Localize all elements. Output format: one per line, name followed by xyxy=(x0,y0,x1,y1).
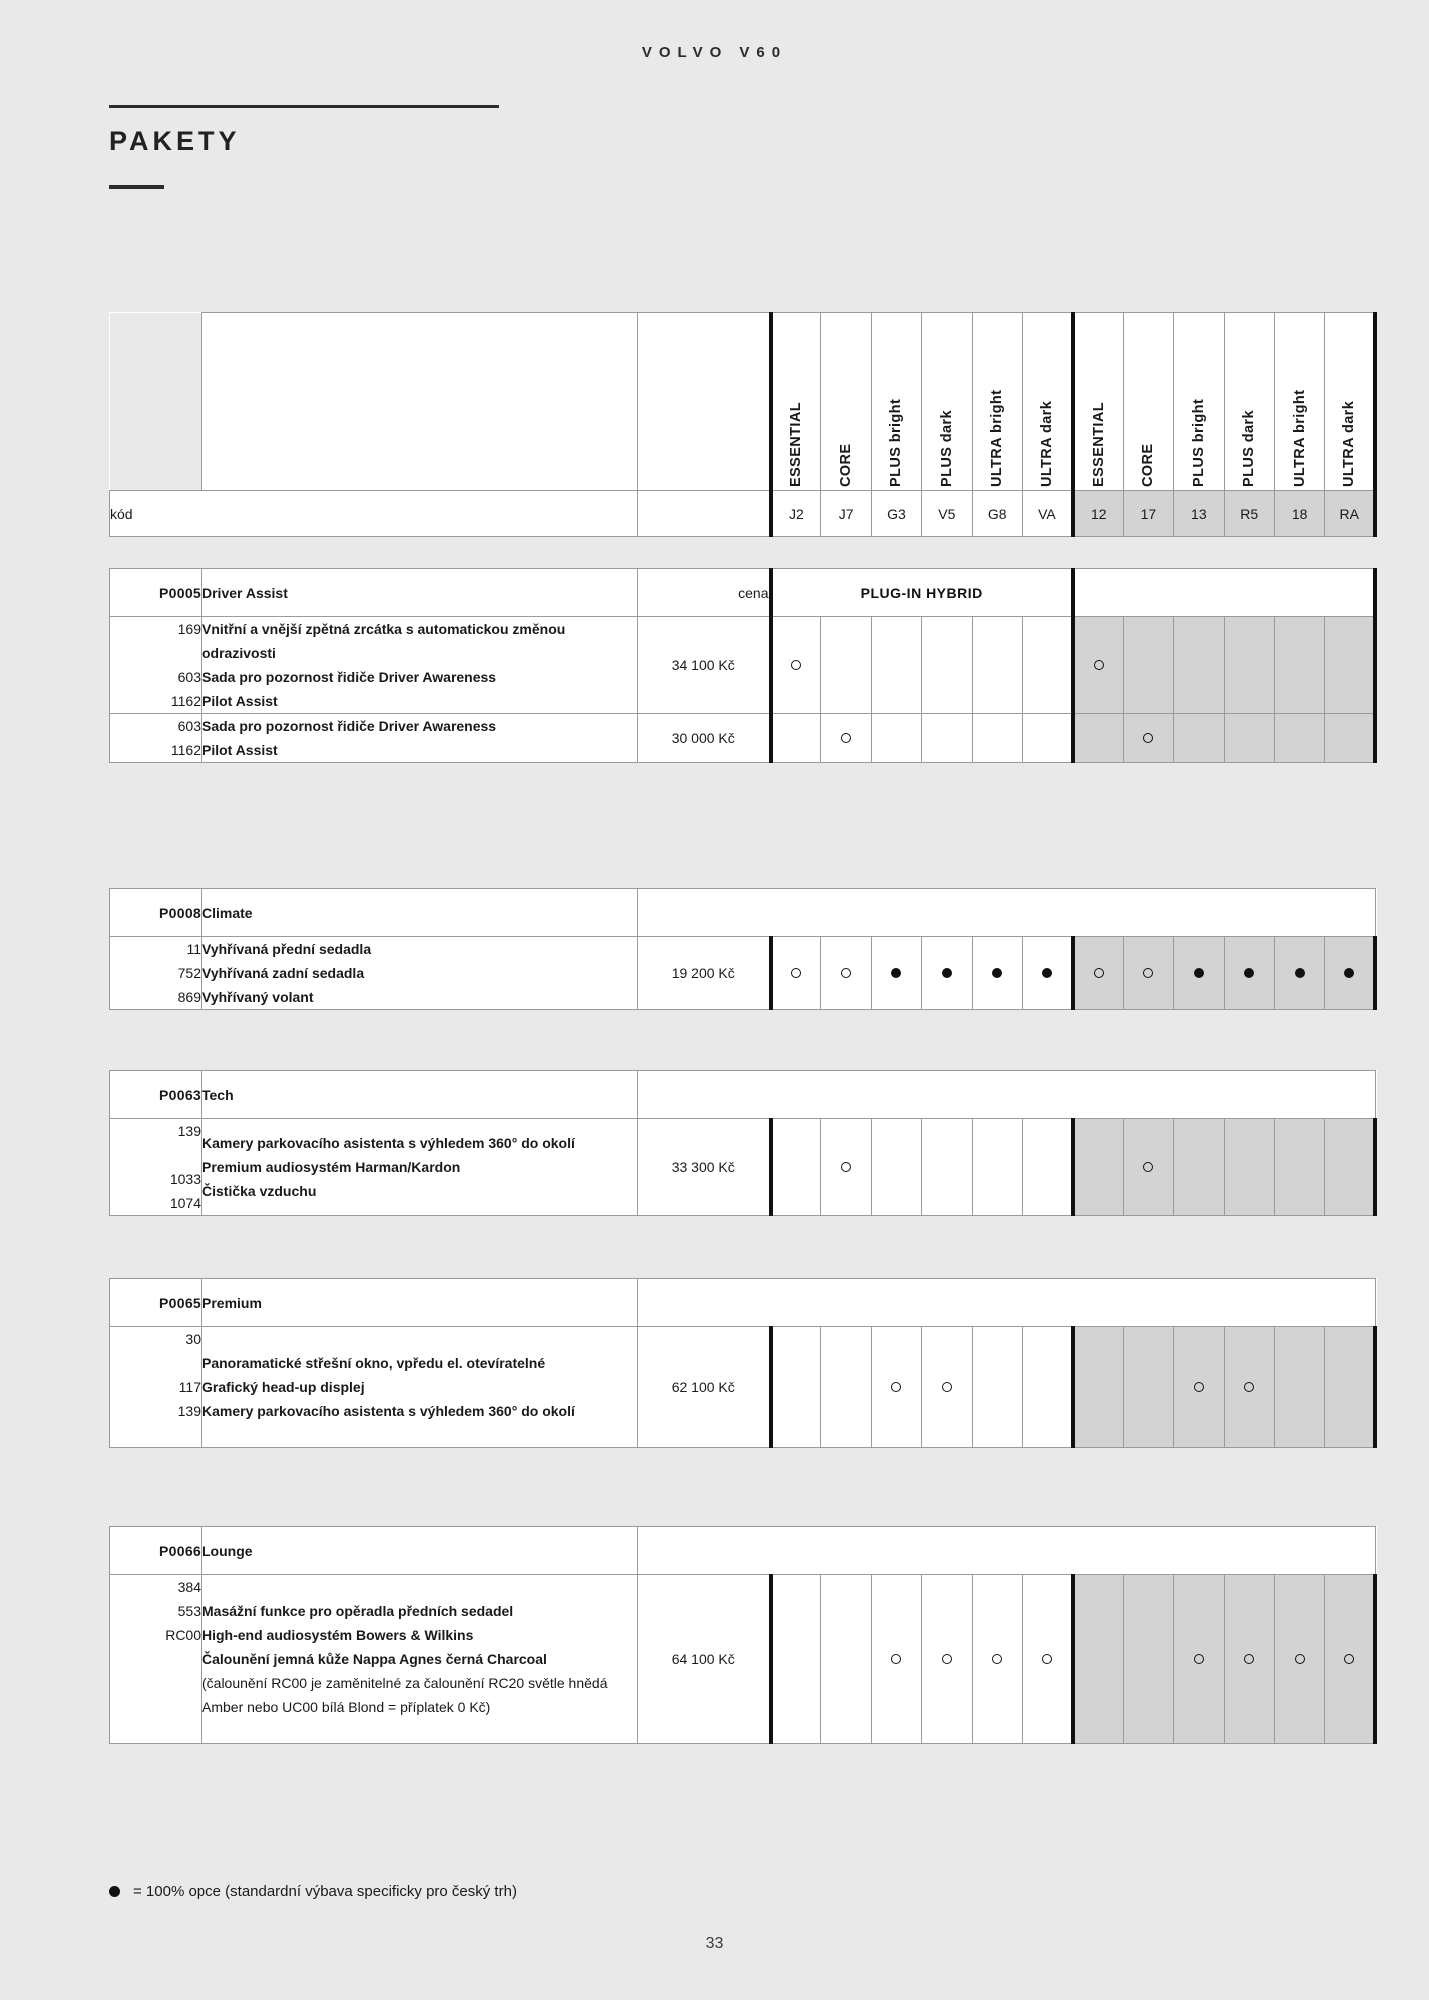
open-dot-icon xyxy=(1094,968,1104,978)
group-band-plugin: PLUG-IN HYBRID xyxy=(771,569,1073,617)
open-dot-icon xyxy=(992,1654,1002,1664)
option-description: High-end audiosystém Bowers & Wilkins xyxy=(202,1627,474,1643)
availability-cell xyxy=(922,1119,972,1216)
availability-cell xyxy=(1174,1575,1224,1744)
column-header-9: PLUS dark xyxy=(1224,313,1274,491)
option-codes xyxy=(110,1327,202,1448)
package-content-row xyxy=(110,1327,1376,1448)
open-dot-icon xyxy=(1194,1382,1204,1392)
option-description: Vyhřívaný volant xyxy=(202,989,314,1005)
column-code-7: 17 xyxy=(1123,491,1173,537)
option-note: (čalounění RC00 je zaměnitelné za čalounění RC20 světle hnědá Amber nebo UC00 bílá Blond = příplatek 0 Kč) xyxy=(202,1675,608,1715)
availability-cell xyxy=(821,937,871,1010)
option-description: Čistička vzduchu xyxy=(202,1183,317,1199)
option-code: RC00 xyxy=(165,1627,201,1643)
availability-cell xyxy=(1123,937,1173,1010)
open-dot-icon xyxy=(1143,1162,1153,1172)
option-description: Sada pro pozornost řidiče Driver Awareness xyxy=(202,669,497,685)
option-description: Vnitřní a vnější zpětná zrcátka s automatickou změnou odrazivosti xyxy=(202,621,566,661)
open-dot-icon xyxy=(791,660,801,670)
package-header-row xyxy=(110,1071,1376,1119)
column-header-8: PLUS bright xyxy=(1174,313,1224,491)
option-description: Sada pro pozornost řidiče Driver Awareness xyxy=(202,718,497,734)
availability-cell xyxy=(871,1119,921,1216)
open-dot-icon xyxy=(1143,733,1153,743)
package-content-row xyxy=(110,714,1376,763)
availability-cell xyxy=(1073,1575,1123,1744)
package-content-row xyxy=(110,937,1376,1010)
package-name: Climate xyxy=(202,889,638,937)
option-code: 553 xyxy=(177,1603,201,1619)
package-table xyxy=(109,888,1377,1010)
package-name: Driver Assist xyxy=(202,569,638,617)
open-dot-icon xyxy=(1244,1382,1254,1392)
open-dot-icon xyxy=(841,1162,851,1172)
availability-cell xyxy=(922,1327,972,1448)
column-code-10: 18 xyxy=(1274,491,1324,537)
availability-cell xyxy=(1224,1575,1274,1744)
availability-cell xyxy=(1325,1119,1376,1216)
option-descriptions xyxy=(202,1575,638,1744)
column-code-4: G8 xyxy=(972,491,1022,537)
availability-cell xyxy=(871,937,921,1010)
availability-cell xyxy=(1022,937,1072,1010)
option-description: Kamery parkovacího asistenta s výhledem 360° do okolí xyxy=(202,1403,575,1419)
option-descriptions xyxy=(202,1119,638,1216)
legend-text: = 100% opce (standardní výbava specificky pro český trh) xyxy=(133,1883,517,1900)
column-header-7: CORE xyxy=(1123,313,1173,491)
package-content-row xyxy=(110,1575,1376,1744)
option-code: 169 xyxy=(177,621,201,637)
package-header-row xyxy=(110,569,1376,617)
availability-cell xyxy=(1274,1119,1324,1216)
open-dot-icon xyxy=(791,968,801,978)
availability-cell xyxy=(1325,714,1375,763)
option-description: Grafický head-up displej xyxy=(202,1379,365,1395)
column-code-6: 12 xyxy=(1073,491,1123,537)
option-description: Vyhřívaná zadní sedadla xyxy=(202,965,365,981)
availability-cell xyxy=(1174,617,1224,714)
table-block-1 xyxy=(109,568,1375,763)
availability-cell xyxy=(1325,617,1375,714)
option-code: 117 xyxy=(178,1379,201,1395)
filled-dot-icon xyxy=(1194,968,1204,978)
package-price: 64 100 Kč xyxy=(638,1575,771,1744)
availability-cell xyxy=(1274,714,1324,763)
availability-cell xyxy=(1224,937,1274,1010)
option-code: 1162 xyxy=(170,693,201,709)
availability-cell xyxy=(1022,617,1072,714)
availability-cell xyxy=(1123,714,1173,763)
open-dot-icon xyxy=(1295,1654,1305,1664)
option-codes xyxy=(110,617,202,714)
title-rule-top xyxy=(109,105,499,108)
filled-dot-icon xyxy=(992,968,1002,978)
open-dot-icon xyxy=(1244,1654,1254,1664)
availability-cell xyxy=(1224,1327,1274,1448)
option-description: Premium audiosystém Harman/Kardon xyxy=(202,1159,461,1175)
availability-cell xyxy=(821,1327,871,1448)
availability-cell xyxy=(1073,1119,1123,1216)
legend xyxy=(109,1883,517,1900)
column-header-2: PLUS bright xyxy=(871,313,921,491)
option-code: 869 xyxy=(177,989,201,1005)
page-number: 33 xyxy=(705,1935,724,1952)
availability-cell xyxy=(771,617,821,714)
legend-filled-dot-icon xyxy=(109,1886,120,1897)
filled-dot-icon xyxy=(891,968,901,978)
package-table xyxy=(109,1278,1377,1448)
availability-cell xyxy=(871,617,921,714)
availability-cell xyxy=(1224,1119,1274,1216)
availability-cell xyxy=(1022,1575,1072,1744)
availability-cell xyxy=(771,1119,821,1216)
group-band-mild: MILD HYBRID xyxy=(1073,569,1375,617)
availability-cell xyxy=(972,1575,1022,1744)
option-code: 30 xyxy=(185,1331,201,1347)
column-code-1: J7 xyxy=(821,491,871,537)
package-price: 30 000 Kč xyxy=(638,714,771,763)
availability-cell xyxy=(922,937,972,1010)
package-header-row xyxy=(110,1279,1376,1327)
column-header-11: ULTRA dark xyxy=(1325,313,1375,491)
open-dot-icon xyxy=(841,733,851,743)
column-label-row xyxy=(110,313,1376,491)
column-code-0: J2 xyxy=(771,491,821,537)
availability-cell xyxy=(922,617,972,714)
open-dot-icon xyxy=(942,1382,952,1392)
package-content-row xyxy=(110,617,1376,714)
availability-cell xyxy=(1123,1119,1173,1216)
open-dot-icon xyxy=(841,968,851,978)
package-header-row xyxy=(110,1527,1376,1575)
availability-cell xyxy=(1224,714,1274,763)
column-code-2: G3 xyxy=(871,491,921,537)
open-dot-icon xyxy=(1194,1654,1204,1664)
price-column-label: cena xyxy=(638,569,771,617)
availability-cell xyxy=(1123,617,1173,714)
availability-cell xyxy=(1325,937,1376,1010)
package-price: 34 100 Kč xyxy=(638,617,771,714)
table-block-3 xyxy=(109,1070,1375,1216)
option-codes xyxy=(110,937,202,1010)
page-title: PAKETY xyxy=(109,126,241,156)
availability-cell xyxy=(972,714,1022,763)
package-table xyxy=(109,1070,1377,1216)
filled-dot-icon xyxy=(1344,968,1354,978)
package-code: P0063 xyxy=(110,1071,202,1119)
availability-cell xyxy=(1022,1327,1072,1448)
open-dot-icon xyxy=(1344,1654,1354,1664)
option-descriptions xyxy=(202,617,638,714)
open-dot-icon xyxy=(1042,1654,1052,1664)
option-description: Masážní funkce pro opěradla předních sedadel xyxy=(202,1603,514,1619)
availability-cell xyxy=(1174,714,1224,763)
open-dot-icon xyxy=(942,1654,952,1664)
availability-cell xyxy=(1224,617,1274,714)
availability-cell xyxy=(1325,1327,1376,1448)
option-code: 603 xyxy=(177,718,201,734)
package-table xyxy=(109,568,1377,763)
availability-cell xyxy=(821,714,871,763)
availability-cell xyxy=(1174,1119,1224,1216)
package-price: 62 100 Kč xyxy=(638,1327,771,1448)
option-code: 752 xyxy=(177,965,201,981)
table-header xyxy=(109,312,1377,537)
availability-cell xyxy=(771,714,821,763)
package-price: 33 300 Kč xyxy=(638,1119,771,1216)
availability-cell xyxy=(1022,1119,1072,1216)
option-codes xyxy=(110,1119,202,1216)
option-description: Pilot Assist xyxy=(202,693,278,709)
column-code-9: R5 xyxy=(1224,491,1274,537)
package-code: P0066 xyxy=(110,1527,202,1575)
table-block-2 xyxy=(109,888,1375,1010)
option-description: Panoramatické střešní okno, vpředu el. otevíratelné xyxy=(202,1355,546,1371)
availability-cell xyxy=(972,617,1022,714)
title-rule-bottom xyxy=(109,185,164,189)
availability-cell xyxy=(871,1327,921,1448)
package-content-row xyxy=(110,1119,1376,1216)
option-code: 139 xyxy=(177,1123,201,1139)
option-code: 1074 xyxy=(169,1195,201,1211)
availability-cell xyxy=(771,1327,821,1448)
availability-cell xyxy=(1174,937,1224,1010)
option-codes xyxy=(110,714,202,763)
availability-cell xyxy=(972,1327,1022,1448)
availability-cell xyxy=(922,714,972,763)
option-code: 384 xyxy=(177,1579,201,1595)
filled-dot-icon xyxy=(1244,968,1254,978)
availability-cell xyxy=(1325,1575,1376,1744)
package-header-row xyxy=(110,889,1376,937)
column-header-0: ESSENTIAL xyxy=(771,313,821,491)
option-code: 1162 xyxy=(170,742,201,758)
column-header-4: ULTRA bright xyxy=(972,313,1022,491)
package-code: P0005 xyxy=(110,569,202,617)
option-description: Kamery parkovacího asistenta s výhledem 360° do okolí xyxy=(202,1135,575,1151)
column-header-3: PLUS dark xyxy=(922,313,972,491)
availability-cell xyxy=(1073,937,1123,1010)
availability-cell xyxy=(1073,714,1123,763)
option-description: Vyhřívaná přední sedadla xyxy=(202,941,372,957)
column-header-10: ULTRA bright xyxy=(1274,313,1324,491)
availability-cell xyxy=(1073,617,1123,714)
package-name: Lounge xyxy=(202,1527,638,1575)
column-code-3: V5 xyxy=(922,491,972,537)
availability-cell xyxy=(1073,1327,1123,1448)
package-code: P0008 xyxy=(110,889,202,937)
option-descriptions xyxy=(202,937,638,1010)
filled-dot-icon xyxy=(1042,968,1052,978)
availability-cell xyxy=(1174,1327,1224,1448)
availability-cell xyxy=(1022,714,1072,763)
column-header-6: ESSENTIAL xyxy=(1073,313,1123,491)
column-header-1: CORE xyxy=(821,313,871,491)
availability-cell xyxy=(871,714,921,763)
package-name: Tech xyxy=(202,1071,638,1119)
column-code-8: 13 xyxy=(1174,491,1224,537)
availability-cell xyxy=(871,1575,921,1744)
kod-label: kód xyxy=(110,491,638,537)
filled-dot-icon xyxy=(942,968,952,978)
availability-cell xyxy=(821,617,871,714)
brand-header: VOLVO V60 xyxy=(641,44,788,61)
package-table xyxy=(109,1526,1377,1744)
table-block-4 xyxy=(109,1278,1375,1448)
open-dot-icon xyxy=(1094,660,1104,670)
option-descriptions xyxy=(202,714,638,763)
availability-cell xyxy=(972,1119,1022,1216)
availability-cell xyxy=(1123,1327,1173,1448)
table-block-0 xyxy=(109,312,1375,537)
availability-cell xyxy=(821,1119,871,1216)
code-row xyxy=(110,491,1376,537)
availability-cell xyxy=(1274,1575,1324,1744)
availability-cell xyxy=(1274,617,1324,714)
availability-cell xyxy=(1274,1327,1324,1448)
package-name: Premium xyxy=(202,1279,638,1327)
package-code: P0065 xyxy=(110,1279,202,1327)
availability-cell xyxy=(972,937,1022,1010)
package-price: 19 200 Kč xyxy=(638,937,771,1010)
table-block-5 xyxy=(109,1526,1375,1744)
option-code: 1033 xyxy=(169,1171,201,1187)
option-codes xyxy=(110,1575,202,1744)
open-dot-icon xyxy=(891,1654,901,1664)
option-code: 139 xyxy=(177,1403,201,1419)
availability-cell xyxy=(771,937,821,1010)
option-descriptions xyxy=(202,1327,638,1448)
option-code: 11 xyxy=(186,941,201,957)
availability-cell xyxy=(1274,937,1324,1010)
option-code: 603 xyxy=(177,669,201,685)
availability-cell xyxy=(1123,1575,1173,1744)
column-code-5: VA xyxy=(1022,491,1072,537)
filled-dot-icon xyxy=(1295,968,1305,978)
open-dot-icon xyxy=(1143,968,1153,978)
option-description: Pilot Assist xyxy=(202,742,278,758)
column-code-11: RA xyxy=(1325,491,1375,537)
option-description: Čalounění jemná kůže Nappa Agnes černá Charcoal xyxy=(202,1651,547,1667)
column-header-5: ULTRA dark xyxy=(1022,313,1072,491)
availability-cell xyxy=(821,1575,871,1744)
availability-cell xyxy=(771,1575,821,1744)
open-dot-icon xyxy=(891,1382,901,1392)
availability-cell xyxy=(922,1575,972,1744)
